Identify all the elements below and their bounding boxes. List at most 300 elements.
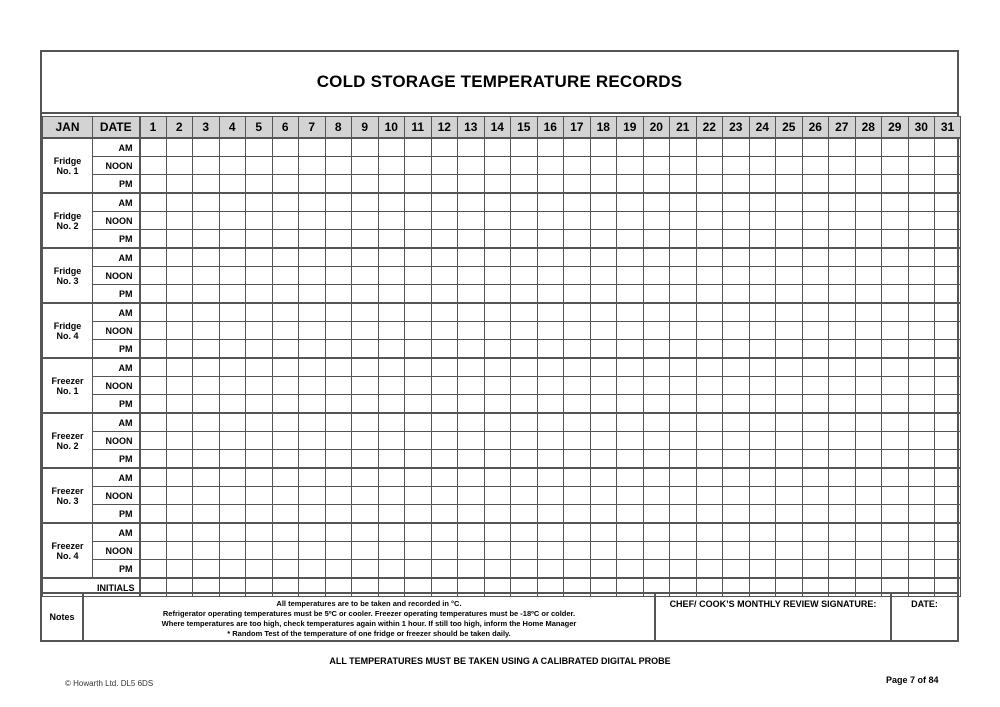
temperature-cell[interactable] — [617, 413, 644, 432]
temperature-cell[interactable] — [219, 377, 246, 395]
temperature-cell[interactable] — [219, 212, 246, 230]
temperature-cell[interactable] — [193, 468, 220, 487]
temperature-cell[interactable] — [193, 175, 220, 194]
temperature-cell[interactable] — [378, 285, 405, 304]
temperature-cell[interactable] — [882, 212, 909, 230]
temperature-cell[interactable] — [564, 377, 591, 395]
temperature-cell[interactable] — [802, 377, 829, 395]
temperature-cell[interactable] — [193, 505, 220, 524]
temperature-cell[interactable] — [484, 138, 511, 157]
temperature-cell[interactable] — [352, 303, 379, 322]
temperature-cell[interactable] — [352, 413, 379, 432]
temperature-cell[interactable] — [617, 432, 644, 450]
temperature-cell[interactable] — [829, 542, 856, 560]
temperature-cell[interactable] — [670, 450, 697, 469]
temperature-cell[interactable] — [776, 377, 803, 395]
temperature-cell[interactable] — [431, 432, 458, 450]
temperature-cell[interactable] — [882, 358, 909, 377]
temperature-cell[interactable] — [617, 230, 644, 249]
temperature-cell[interactable] — [723, 248, 750, 267]
temperature-cell[interactable] — [696, 175, 723, 194]
temperature-cell[interactable] — [855, 267, 882, 285]
temperature-cell[interactable] — [643, 138, 670, 157]
temperature-cell[interactable] — [299, 340, 326, 359]
temperature-cell[interactable] — [802, 157, 829, 175]
temperature-cell[interactable] — [670, 193, 697, 212]
temperature-cell[interactable] — [272, 340, 299, 359]
temperature-cell[interactable] — [776, 138, 803, 157]
temperature-cell[interactable] — [802, 487, 829, 505]
temperature-cell[interactable] — [855, 157, 882, 175]
temperature-cell[interactable] — [855, 358, 882, 377]
temperature-cell[interactable] — [643, 340, 670, 359]
temperature-cell[interactable] — [643, 377, 670, 395]
temperature-cell[interactable] — [484, 248, 511, 267]
temperature-cell[interactable] — [855, 303, 882, 322]
temperature-cell[interactable] — [855, 487, 882, 505]
temperature-cell[interactable] — [802, 413, 829, 432]
temperature-cell[interactable] — [749, 322, 776, 340]
temperature-cell[interactable] — [272, 523, 299, 542]
temperature-cell[interactable] — [935, 212, 961, 230]
temperature-cell[interactable] — [537, 450, 564, 469]
temperature-cell[interactable] — [458, 138, 485, 157]
temperature-cell[interactable] — [325, 322, 352, 340]
temperature-cell[interactable] — [935, 432, 961, 450]
temperature-cell[interactable] — [882, 248, 909, 267]
temperature-cell[interactable] — [802, 395, 829, 414]
temperature-cell[interactable] — [882, 285, 909, 304]
temperature-cell[interactable] — [193, 523, 220, 542]
temperature-cell[interactable] — [590, 377, 617, 395]
temperature-cell[interactable] — [246, 560, 273, 579]
temperature-cell[interactable] — [617, 175, 644, 194]
temperature-cell[interactable] — [140, 248, 167, 267]
temperature-cell[interactable] — [458, 395, 485, 414]
temperature-cell[interactable] — [776, 285, 803, 304]
temperature-cell[interactable] — [325, 230, 352, 249]
temperature-cell[interactable] — [511, 230, 538, 249]
temperature-cell[interactable] — [458, 358, 485, 377]
temperature-cell[interactable] — [617, 487, 644, 505]
temperature-cell[interactable] — [219, 157, 246, 175]
temperature-cell[interactable] — [246, 248, 273, 267]
temperature-cell[interactable] — [564, 285, 591, 304]
temperature-cell[interactable] — [908, 193, 935, 212]
temperature-cell[interactable] — [431, 487, 458, 505]
temperature-cell[interactable] — [723, 212, 750, 230]
temperature-cell[interactable] — [643, 487, 670, 505]
temperature-cell[interactable] — [166, 468, 193, 487]
temperature-cell[interactable] — [829, 505, 856, 524]
temperature-cell[interactable] — [484, 395, 511, 414]
temperature-cell[interactable] — [564, 212, 591, 230]
temperature-cell[interactable] — [696, 432, 723, 450]
temperature-cell[interactable] — [617, 212, 644, 230]
temperature-cell[interactable] — [299, 212, 326, 230]
temperature-cell[interactable] — [193, 358, 220, 377]
temperature-cell[interactable] — [378, 560, 405, 579]
temperature-cell[interactable] — [829, 450, 856, 469]
temperature-cell[interactable] — [802, 523, 829, 542]
temperature-cell[interactable] — [590, 560, 617, 579]
temperature-cell[interactable] — [352, 175, 379, 194]
temperature-cell[interactable] — [590, 230, 617, 249]
temperature-cell[interactable] — [193, 542, 220, 560]
temperature-cell[interactable] — [272, 468, 299, 487]
temperature-cell[interactable] — [643, 248, 670, 267]
temperature-cell[interactable] — [537, 468, 564, 487]
temperature-cell[interactable] — [484, 413, 511, 432]
temperature-cell[interactable] — [193, 230, 220, 249]
temperature-cell[interactable] — [378, 542, 405, 560]
temperature-cell[interactable] — [908, 523, 935, 542]
temperature-cell[interactable] — [855, 193, 882, 212]
temperature-cell[interactable] — [219, 138, 246, 157]
temperature-cell[interactable] — [829, 193, 856, 212]
temperature-cell[interactable] — [511, 340, 538, 359]
temperature-cell[interactable] — [723, 413, 750, 432]
temperature-cell[interactable] — [829, 248, 856, 267]
temperature-cell[interactable] — [802, 358, 829, 377]
temperature-cell[interactable] — [431, 340, 458, 359]
temperature-cell[interactable] — [325, 413, 352, 432]
temperature-cell[interactable] — [378, 138, 405, 157]
temperature-cell[interactable] — [352, 322, 379, 340]
temperature-cell[interactable] — [670, 322, 697, 340]
temperature-cell[interactable] — [855, 212, 882, 230]
temperature-cell[interactable] — [458, 230, 485, 249]
temperature-cell[interactable] — [908, 303, 935, 322]
temperature-cell[interactable] — [802, 193, 829, 212]
temperature-cell[interactable] — [431, 303, 458, 322]
temperature-cell[interactable] — [193, 322, 220, 340]
temperature-cell[interactable] — [723, 432, 750, 450]
temperature-cell[interactable] — [537, 523, 564, 542]
temperature-cell[interactable] — [617, 560, 644, 579]
temperature-cell[interactable] — [855, 138, 882, 157]
temperature-cell[interactable] — [511, 157, 538, 175]
temperature-cell[interactable] — [723, 340, 750, 359]
temperature-cell[interactable] — [166, 303, 193, 322]
temperature-cell[interactable] — [564, 175, 591, 194]
temperature-cell[interactable] — [140, 138, 167, 157]
temperature-cell[interactable] — [166, 487, 193, 505]
temperature-cell[interactable] — [272, 230, 299, 249]
temperature-cell[interactable] — [219, 468, 246, 487]
temperature-cell[interactable] — [537, 358, 564, 377]
temperature-cell[interactable] — [696, 285, 723, 304]
temperature-cell[interactable] — [723, 175, 750, 194]
temperature-cell[interactable] — [299, 157, 326, 175]
temperature-cell[interactable] — [166, 377, 193, 395]
temperature-cell[interactable] — [776, 175, 803, 194]
temperature-cell[interactable] — [749, 230, 776, 249]
temperature-cell[interactable] — [935, 193, 961, 212]
temperature-cell[interactable] — [829, 267, 856, 285]
temperature-cell[interactable] — [140, 340, 167, 359]
temperature-cell[interactable] — [802, 285, 829, 304]
temperature-cell[interactable] — [166, 413, 193, 432]
temperature-cell[interactable] — [908, 542, 935, 560]
temperature-cell[interactable] — [643, 193, 670, 212]
temperature-cell[interactable] — [829, 212, 856, 230]
temperature-cell[interactable] — [193, 560, 220, 579]
temperature-cell[interactable] — [723, 303, 750, 322]
temperature-cell[interactable] — [670, 138, 697, 157]
temperature-cell[interactable] — [352, 267, 379, 285]
temperature-cell[interactable] — [458, 560, 485, 579]
temperature-cell[interactable] — [458, 340, 485, 359]
temperature-cell[interactable] — [908, 322, 935, 340]
temperature-cell[interactable] — [166, 358, 193, 377]
temperature-cell[interactable] — [670, 413, 697, 432]
temperature-cell[interactable] — [590, 468, 617, 487]
temperature-cell[interactable] — [458, 248, 485, 267]
temperature-cell[interactable] — [696, 468, 723, 487]
temperature-cell[interactable] — [272, 175, 299, 194]
temperature-cell[interactable] — [431, 560, 458, 579]
temperature-cell[interactable] — [299, 377, 326, 395]
temperature-cell[interactable] — [908, 450, 935, 469]
temperature-cell[interactable] — [855, 560, 882, 579]
temperature-cell[interactable] — [564, 542, 591, 560]
temperature-cell[interactable] — [405, 487, 432, 505]
temperature-cell[interactable] — [537, 487, 564, 505]
temperature-cell[interactable] — [378, 377, 405, 395]
temperature-cell[interactable] — [829, 230, 856, 249]
temperature-cell[interactable] — [140, 358, 167, 377]
temperature-cell[interactable] — [829, 138, 856, 157]
temperature-cell[interactable] — [246, 267, 273, 285]
temperature-cell[interactable] — [723, 267, 750, 285]
temperature-cell[interactable] — [193, 450, 220, 469]
temperature-cell[interactable] — [670, 395, 697, 414]
temperature-cell[interactable] — [882, 523, 909, 542]
temperature-cell[interactable] — [511, 542, 538, 560]
temperature-cell[interactable] — [908, 267, 935, 285]
temperature-cell[interactable] — [696, 377, 723, 395]
temperature-cell[interactable] — [670, 285, 697, 304]
temperature-cell[interactable] — [802, 432, 829, 450]
temperature-cell[interactable] — [723, 230, 750, 249]
temperature-cell[interactable] — [511, 413, 538, 432]
temperature-cell[interactable] — [590, 358, 617, 377]
temperature-cell[interactable] — [219, 193, 246, 212]
temperature-cell[interactable] — [272, 487, 299, 505]
temperature-cell[interactable] — [140, 487, 167, 505]
temperature-cell[interactable] — [246, 138, 273, 157]
temperature-cell[interactable] — [564, 487, 591, 505]
temperature-cell[interactable] — [431, 450, 458, 469]
temperature-cell[interactable] — [431, 377, 458, 395]
temperature-cell[interactable] — [855, 248, 882, 267]
temperature-cell[interactable] — [537, 432, 564, 450]
temperature-cell[interactable] — [855, 175, 882, 194]
temperature-cell[interactable] — [405, 377, 432, 395]
temperature-cell[interactable] — [590, 523, 617, 542]
temperature-cell[interactable] — [511, 212, 538, 230]
temperature-cell[interactable] — [696, 523, 723, 542]
temperature-cell[interactable] — [458, 505, 485, 524]
temperature-cell[interactable] — [511, 377, 538, 395]
temperature-cell[interactable] — [617, 157, 644, 175]
temperature-cell[interactable] — [325, 468, 352, 487]
temperature-cell[interactable] — [431, 542, 458, 560]
temperature-cell[interactable] — [325, 285, 352, 304]
temperature-cell[interactable] — [696, 322, 723, 340]
temperature-cell[interactable] — [908, 248, 935, 267]
temperature-cell[interactable] — [749, 523, 776, 542]
temperature-cell[interactable] — [882, 267, 909, 285]
temperature-cell[interactable] — [617, 505, 644, 524]
temperature-cell[interactable] — [537, 322, 564, 340]
temperature-cell[interactable] — [590, 340, 617, 359]
temperature-cell[interactable] — [802, 248, 829, 267]
temperature-cell[interactable] — [855, 468, 882, 487]
temperature-cell[interactable] — [696, 505, 723, 524]
temperature-cell[interactable] — [776, 560, 803, 579]
temperature-cell[interactable] — [802, 450, 829, 469]
temperature-cell[interactable] — [749, 193, 776, 212]
temperature-cell[interactable] — [246, 468, 273, 487]
temperature-cell[interactable] — [193, 340, 220, 359]
temperature-cell[interactable] — [405, 340, 432, 359]
temperature-cell[interactable] — [405, 193, 432, 212]
temperature-cell[interactable] — [431, 248, 458, 267]
temperature-cell[interactable] — [166, 267, 193, 285]
temperature-cell[interactable] — [458, 322, 485, 340]
temperature-cell[interactable] — [299, 138, 326, 157]
temperature-cell[interactable] — [590, 413, 617, 432]
temperature-cell[interactable] — [193, 487, 220, 505]
temperature-cell[interactable] — [511, 468, 538, 487]
temperature-cell[interactable] — [855, 285, 882, 304]
temperature-cell[interactable] — [723, 523, 750, 542]
temperature-cell[interactable] — [749, 432, 776, 450]
temperature-cell[interactable] — [908, 157, 935, 175]
temperature-cell[interactable] — [749, 138, 776, 157]
temperature-cell[interactable] — [935, 377, 961, 395]
temperature-cell[interactable] — [166, 212, 193, 230]
temperature-cell[interactable] — [458, 523, 485, 542]
temperature-cell[interactable] — [299, 523, 326, 542]
temperature-cell[interactable] — [219, 413, 246, 432]
temperature-cell[interactable] — [617, 395, 644, 414]
temperature-cell[interactable] — [590, 285, 617, 304]
temperature-cell[interactable] — [140, 505, 167, 524]
temperature-cell[interactable] — [405, 358, 432, 377]
temperature-cell[interactable] — [749, 505, 776, 524]
temperature-cell[interactable] — [378, 157, 405, 175]
temperature-cell[interactable] — [590, 267, 617, 285]
temperature-cell[interactable] — [431, 523, 458, 542]
temperature-cell[interactable] — [829, 358, 856, 377]
temperature-cell[interactable] — [378, 505, 405, 524]
temperature-cell[interactable] — [325, 542, 352, 560]
temperature-cell[interactable] — [431, 267, 458, 285]
temperature-cell[interactable] — [564, 450, 591, 469]
temperature-cell[interactable] — [484, 285, 511, 304]
temperature-cell[interactable] — [299, 303, 326, 322]
temperature-cell[interactable] — [484, 193, 511, 212]
temperature-cell[interactable] — [299, 285, 326, 304]
temperature-cell[interactable] — [802, 138, 829, 157]
temperature-cell[interactable] — [352, 358, 379, 377]
temperature-cell[interactable] — [484, 432, 511, 450]
temperature-cell[interactable] — [140, 230, 167, 249]
temperature-cell[interactable] — [908, 340, 935, 359]
temperature-cell[interactable] — [723, 193, 750, 212]
temperature-cell[interactable] — [405, 230, 432, 249]
temperature-cell[interactable] — [829, 303, 856, 322]
temperature-cell[interactable] — [272, 303, 299, 322]
temperature-cell[interactable] — [617, 248, 644, 267]
temperature-cell[interactable] — [219, 248, 246, 267]
temperature-cell[interactable] — [405, 212, 432, 230]
temperature-cell[interactable] — [802, 340, 829, 359]
temperature-cell[interactable] — [511, 450, 538, 469]
temperature-cell[interactable] — [299, 395, 326, 414]
temperature-cell[interactable] — [590, 487, 617, 505]
temperature-cell[interactable] — [935, 285, 961, 304]
temperature-cell[interactable] — [140, 377, 167, 395]
temperature-cell[interactable] — [193, 285, 220, 304]
temperature-cell[interactable] — [405, 523, 432, 542]
temperature-cell[interactable] — [458, 212, 485, 230]
temperature-cell[interactable] — [405, 138, 432, 157]
temperature-cell[interactable] — [537, 212, 564, 230]
temperature-cell[interactable] — [511, 285, 538, 304]
temperature-cell[interactable] — [802, 560, 829, 579]
temperature-cell[interactable] — [670, 542, 697, 560]
temperature-cell[interactable] — [882, 560, 909, 579]
temperature-cell[interactable] — [776, 157, 803, 175]
temperature-cell[interactable] — [776, 193, 803, 212]
temperature-cell[interactable] — [325, 432, 352, 450]
temperature-cell[interactable] — [325, 505, 352, 524]
temperature-cell[interactable] — [590, 322, 617, 340]
temperature-cell[interactable] — [352, 157, 379, 175]
temperature-cell[interactable] — [643, 175, 670, 194]
temperature-cell[interactable] — [325, 560, 352, 579]
temperature-cell[interactable] — [749, 267, 776, 285]
temperature-cell[interactable] — [643, 230, 670, 249]
temperature-cell[interactable] — [378, 358, 405, 377]
temperature-cell[interactable] — [484, 487, 511, 505]
temperature-cell[interactable] — [935, 523, 961, 542]
temperature-cell[interactable] — [484, 358, 511, 377]
temperature-cell[interactable] — [749, 468, 776, 487]
temperature-cell[interactable] — [776, 322, 803, 340]
temperature-cell[interactable] — [802, 267, 829, 285]
temperature-cell[interactable] — [829, 560, 856, 579]
temperature-cell[interactable] — [882, 340, 909, 359]
temperature-cell[interactable] — [193, 267, 220, 285]
temperature-cell[interactable] — [643, 358, 670, 377]
temperature-cell[interactable] — [882, 175, 909, 194]
temperature-cell[interactable] — [696, 248, 723, 267]
temperature-cell[interactable] — [166, 542, 193, 560]
temperature-cell[interactable] — [537, 542, 564, 560]
temperature-cell[interactable] — [325, 267, 352, 285]
temperature-cell[interactable] — [908, 560, 935, 579]
temperature-cell[interactable] — [272, 450, 299, 469]
temperature-cell[interactable] — [219, 505, 246, 524]
temperature-cell[interactable] — [829, 468, 856, 487]
temperature-cell[interactable] — [590, 175, 617, 194]
temperature-cell[interactable] — [723, 542, 750, 560]
